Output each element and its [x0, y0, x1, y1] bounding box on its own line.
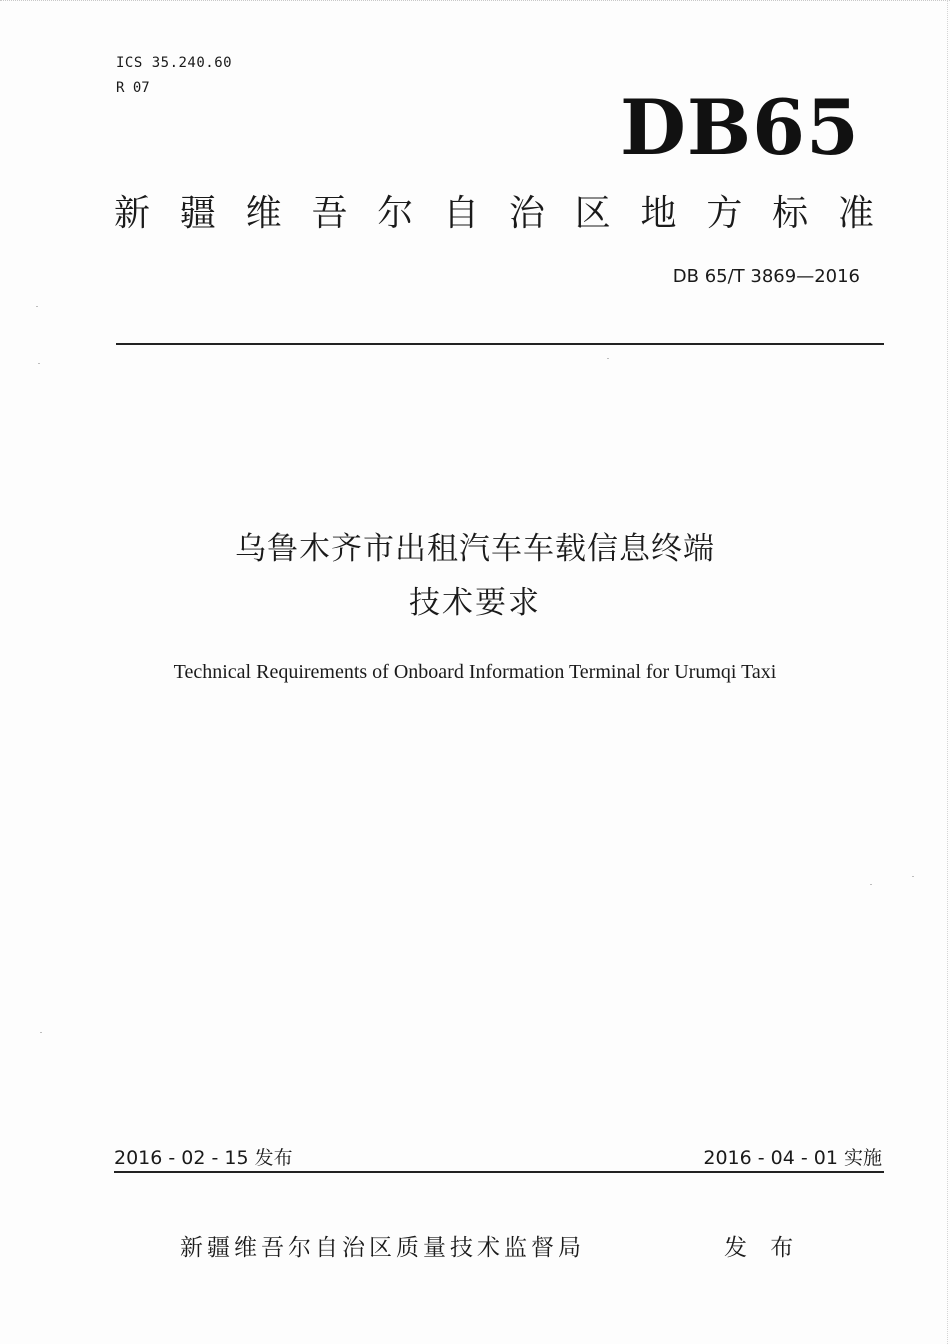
title-chinese-line-1: 乌鲁木齐市出租汽车车载信息终端 [235, 531, 715, 567]
footer-divider [114, 1171, 884, 1173]
db65-logo: DB65 [620, 83, 860, 172]
title-char: 标 [772, 193, 809, 234]
issuing-authority: 新疆维吾尔自治区质量技术监督局 [180, 1235, 585, 1261]
title-char: 区 [574, 193, 611, 234]
header-divider [116, 343, 884, 345]
title-char: 疆 [179, 193, 216, 234]
title-char: 准 [837, 193, 874, 234]
scan-edge-top [0, 0, 950, 7]
ccs-code: R 07 [116, 80, 150, 96]
standard-type-title [114, 190, 874, 238]
title-char: 自 [443, 193, 480, 234]
standard-number: DB 65/T 3869—2016 [672, 266, 860, 287]
scan-speck [607, 358, 609, 359]
title-chinese-line-2: 技术要求 [409, 585, 541, 621]
title-english: Technical Requirements of Onboard Information Terminal for Urumqi Taxi [173, 661, 777, 683]
title-char: 地 [640, 193, 677, 234]
issue-date: 2016 - 02 - 15 发布 [114, 1147, 293, 1169]
title-char: 新 [114, 193, 151, 234]
scan-speck [870, 884, 872, 885]
scan-speck [40, 1032, 42, 1033]
scan-speck [36, 306, 38, 307]
title-char: 治 [508, 193, 545, 234]
title-char: 方 [706, 193, 743, 234]
title-char: 维 [245, 193, 282, 234]
scan-speck [38, 363, 40, 364]
implementation-date: 2016 - 04 - 01 实施 [703, 1147, 882, 1169]
title-char: 尔 [377, 193, 414, 234]
publish-label: 发 布 [724, 1235, 802, 1261]
ics-code: ICS 35.240.60 [116, 55, 233, 71]
title-char: 吾 [311, 193, 348, 234]
scan-speck [912, 876, 914, 877]
